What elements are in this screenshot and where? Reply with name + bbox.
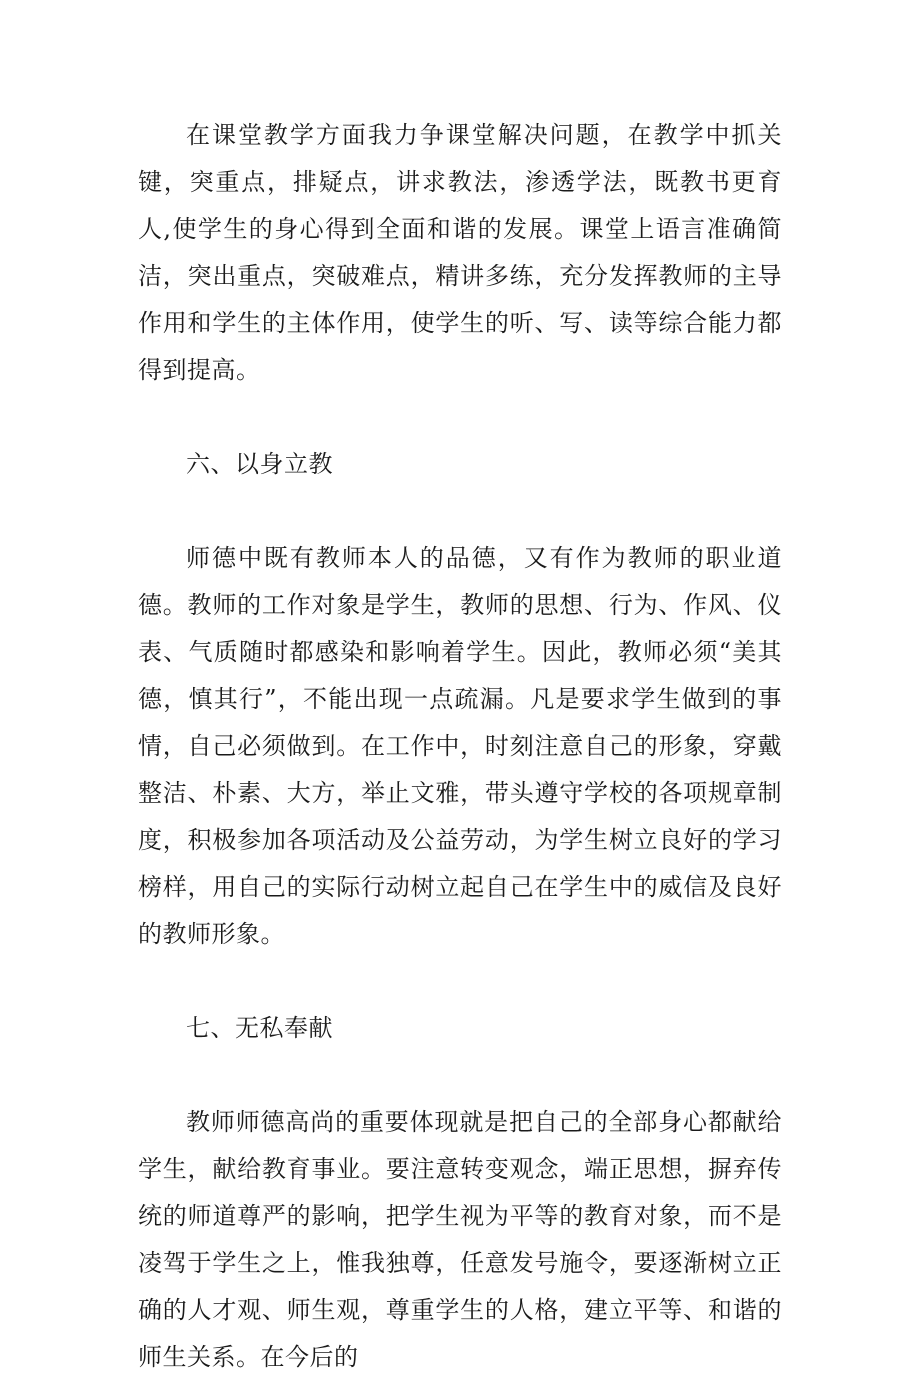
section-heading-lead-by-example: 六、以身立教: [186, 450, 333, 478]
document-page: [138, 112, 782, 1381]
section-heading-selfless-dedication: 七、无私奉献: [186, 1014, 333, 1042]
paragraph-teacher-ethics: 师德中既有教师本人的品德，又有作为教师的职业道德。教师的工作对象是学生，教师的思想、行为、作风、仪表、气质随时都感染和影响着学生。因此，教师必须“美其德，慎其行”，不能出现一点疏漏。凡是要求学生做到的事情，自己必须做到。在工作中，时刻注意自己的形象，穿戴整洁、朴素、大方，举止文雅，带头遵守学校的各项规章制度，积极参加各项活动及公益劳动，为学生树立良好的学习榜样，用自己的实际行动树立起自己在学生中的威信及良好的教师形象。: [138, 544, 782, 948]
paragraph-dedication: 教师师德高尚的重要体现就是把自己的全部身心都献给学生，献给教育事业。要注意转变观念，端正思想，摒弃传统的师道尊严的影响，把学生视为平等的教育对象，而不是凌驾于学生之上，惟我独尊，任意发号施令，要逐渐树立正确的人才观、师生观，尊重学生的人格，建立平等、和谐的师生关系。在今后的: [138, 1108, 782, 1371]
paragraph-classroom-teaching: 在课堂教学方面我力争课堂解决问题，在教学中抓关键，突重点，排疑点，讲求教法，渗透学法，既教书更育人,使学生的身心得到全面和谐的发展。课堂上语言准确简洁，突出重点，突破难点，精讲多练，充分发挥教师的主导作用和学生的主体作用，使学生的听、写、读等综合能力都得到提高。: [138, 121, 782, 384]
